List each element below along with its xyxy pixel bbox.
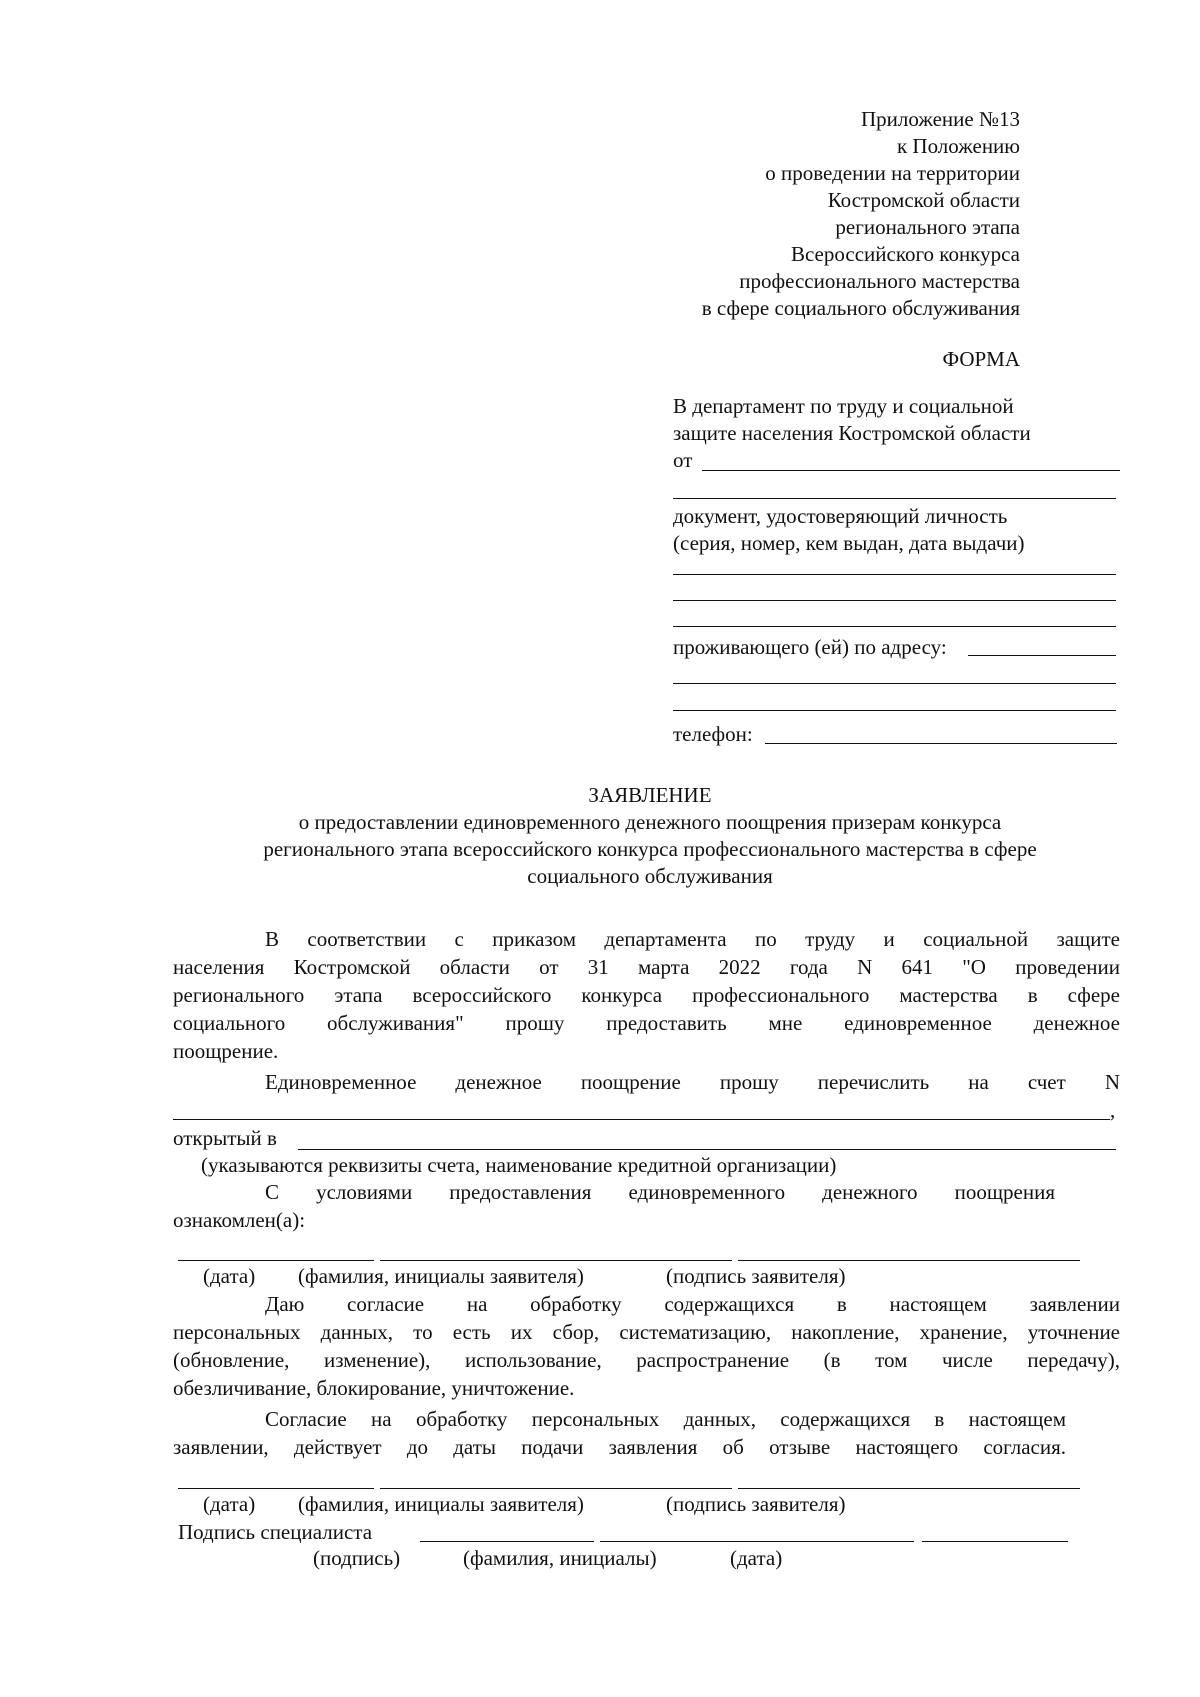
specialist-date-hint: (дата) — [730, 1546, 783, 1570]
header-line: к Положению — [896, 134, 1020, 158]
title-sub-line: о предоставлении единовременного денежного поощрения призерам конкурса — [298, 810, 1002, 834]
addressee-line: В департамент по труду и социальной — [673, 394, 1014, 418]
header-line: профессионального мастерства — [739, 269, 1020, 293]
paragraph-line: (обновление, изменение), использование, распространение (в том числе передачу), — [173, 1348, 1120, 1372]
consent-paragraph — [173, 1290, 1120, 1402]
paragraph-line: заявлении, действует до даты подачи заявления об отзыве настоящего согласия. — [173, 1435, 1066, 1459]
id-document-field-line[interactable] — [673, 600, 1116, 601]
account-comma: , — [1110, 1098, 1116, 1122]
paragraph-line: Даю согласие на обработку содержащихся в настоящем заявлении — [265, 1292, 1120, 1316]
address-field-line[interactable] — [968, 655, 1116, 656]
header-line: о проведении на территории — [765, 161, 1020, 185]
paragraph-line: социального обслуживания" прошу предоставить мне единовременное денежное — [173, 1011, 1120, 1035]
address-label: проживающего (ей) по адресу: — [673, 635, 947, 659]
header-line: регионального этапа — [835, 215, 1020, 239]
signature-field-line[interactable] — [738, 1260, 1080, 1261]
paragraph-line: Единовременное денежное поощрение прошу перечислить на счет N — [265, 1070, 1120, 1094]
date-hint: (дата) — [203, 1264, 256, 1288]
addressee-line: защите населения Костромской области — [673, 421, 1031, 445]
form-label: ФОРМА — [942, 347, 1020, 371]
paragraph-line: поощрение. — [173, 1039, 279, 1063]
body-paragraph-3 — [173, 1178, 1055, 1234]
specialist-name-line[interactable] — [600, 1541, 914, 1542]
specialist-date-line[interactable] — [922, 1541, 1068, 1542]
phone-label: телефон: — [673, 722, 753, 746]
from-field-line-2[interactable] — [673, 498, 1116, 499]
from-field-line[interactable] — [702, 470, 1120, 471]
account-number-field-line[interactable] — [173, 1119, 1110, 1120]
body-paragraph-1 — [173, 925, 1120, 1065]
consent-validity-paragraph — [173, 1405, 1066, 1461]
specialist-signature-line[interactable] — [420, 1541, 594, 1542]
signature-hint: (подпись заявителя) — [666, 1492, 846, 1516]
date-field-line[interactable] — [178, 1260, 374, 1261]
date-hint: (дата) — [203, 1492, 256, 1516]
opened-in-label: открытый в — [173, 1126, 277, 1150]
specialist-name-hint: (фамилия, инициалы) — [463, 1546, 657, 1570]
signature-hint: (подпись заявителя) — [666, 1264, 846, 1288]
specialist-label: Подпись специалиста — [178, 1520, 373, 1544]
header-line: Всероссийского конкурса — [790, 242, 1020, 266]
body-paragraph-2 — [173, 1068, 1120, 1096]
specialist-signature-hint: (подпись) — [313, 1546, 401, 1570]
phone-field-line[interactable] — [765, 743, 1117, 744]
paragraph-line: Согласие на обработку персональных данных, содержащихся в настоящем — [265, 1407, 1066, 1431]
name-hint: (фамилия, инициалы заявителя) — [298, 1264, 584, 1288]
bank-field-line[interactable] — [298, 1149, 1116, 1150]
from-label: от — [673, 448, 693, 472]
date-field-line[interactable] — [178, 1488, 374, 1489]
paragraph-line: С условиями предоставления единовременного денежного поощрения — [265, 1180, 1055, 1204]
signature-field-line[interactable] — [738, 1488, 1080, 1489]
header-line: Приложение №13 — [861, 107, 1020, 131]
title-sub-line: социального обслуживания — [527, 864, 773, 888]
id-document-label: документ, удостоверяющий личность — [673, 504, 1008, 528]
title-main: ЗАЯВЛЕНИЕ — [588, 783, 712, 807]
id-document-field-line[interactable] — [673, 626, 1116, 627]
name-hint: (фамилия, инициалы заявителя) — [298, 1492, 584, 1516]
paragraph-line: населения Костромской области от 31 марта 2022 года N 641 "О проведении — [173, 955, 1120, 979]
id-document-hint: (серия, номер, кем выдан, дата выдачи) — [673, 531, 1025, 555]
paragraph-line: персональных данных, то есть их сбор, систематизацию, накопление, хранение, уточнение — [173, 1320, 1120, 1344]
title-sub-line: регионального этапа всероссийского конкурса профессионального мастерства в сфере — [263, 837, 1037, 861]
address-field-line[interactable] — [673, 710, 1116, 711]
name-field-line[interactable] — [380, 1260, 732, 1261]
header-line: в сфере социального обслуживания — [701, 296, 1020, 320]
name-field-line[interactable] — [380, 1488, 732, 1489]
paragraph-line: регионального этапа всероссийского конкурса профессионального мастерства в сфере — [173, 983, 1120, 1007]
account-hint: (указываются реквизиты счета, наименование кредитной организации) — [201, 1153, 837, 1177]
id-document-field-line[interactable] — [673, 574, 1116, 575]
paragraph-line: обезличивание, блокирование, уничтожение. — [173, 1376, 575, 1400]
paragraph-line: ознакомлен(а): — [173, 1208, 306, 1232]
address-field-line[interactable] — [673, 683, 1116, 684]
header-line: Костромской области — [827, 188, 1020, 212]
paragraph-line: В соответствии с приказом департамента по труду и социальной защите — [265, 927, 1120, 951]
